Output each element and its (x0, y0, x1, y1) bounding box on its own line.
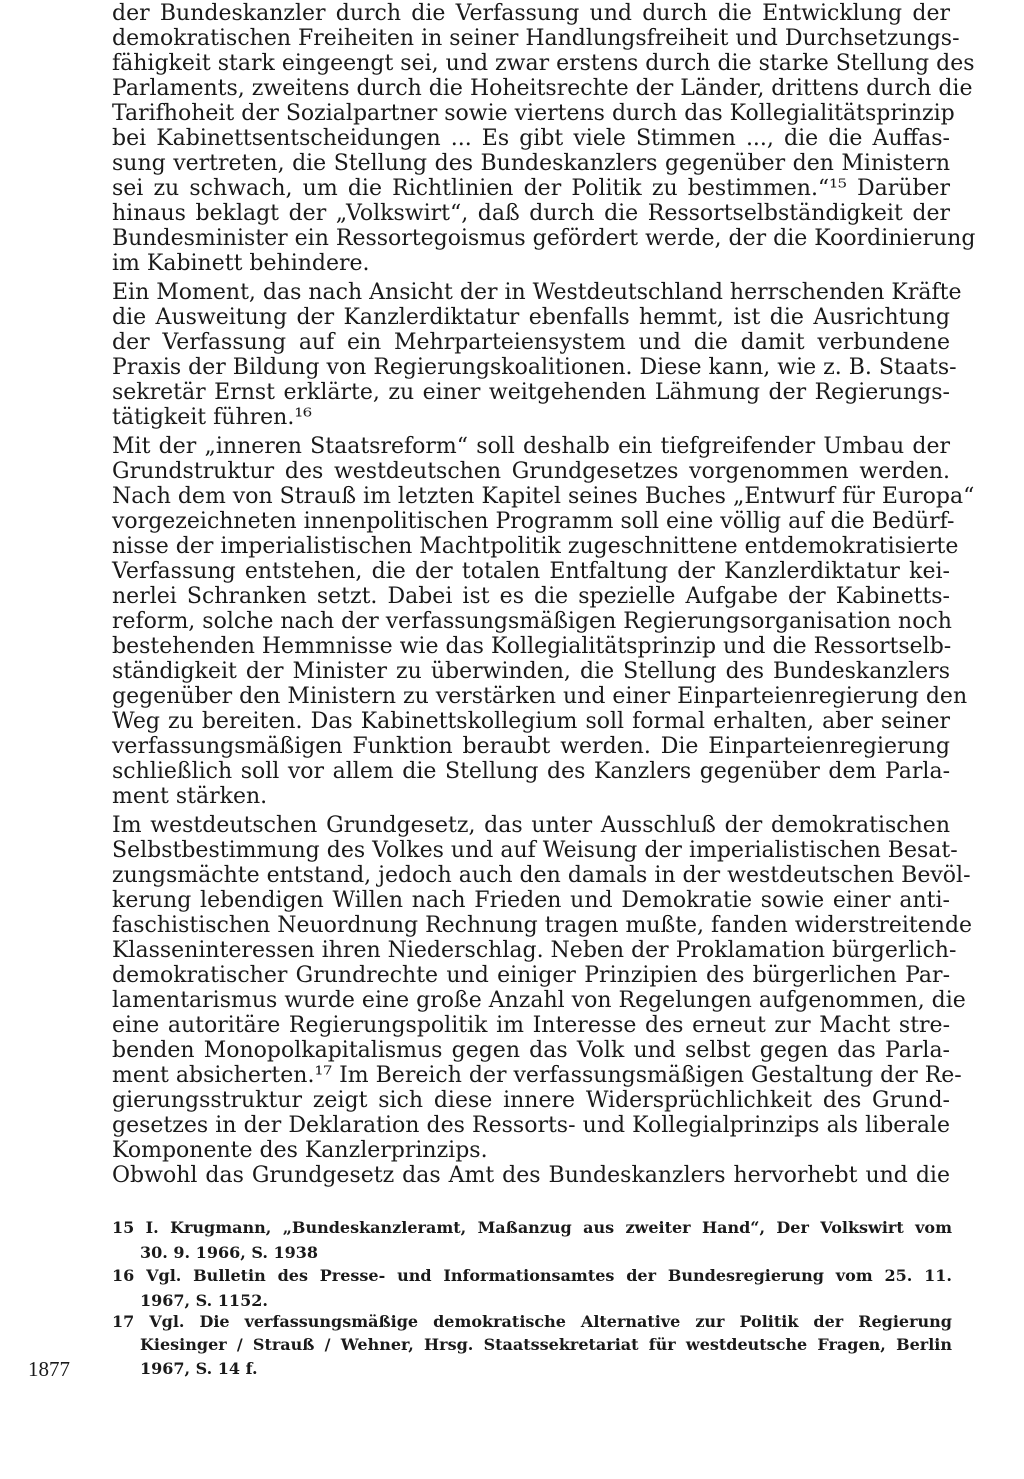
body-line: lamentarismus wurde eine große Anzahl von Regelungen aufgenommen, die (112, 988, 966, 1013)
footnote-16-cont: 1967, S. 1152. (140, 1291, 268, 1310)
body-line: demokratischer Grundrechte und einiger Prinzipien des bürgerlichen Par- (112, 963, 950, 988)
footnote-15: 15 I. Krugmann, „Bundeskanzleramt, Maßanzug aus zweiter Hand“, Der Volkswirt vom (112, 1218, 952, 1237)
body-line: der Verfassung auf ein Mehrparteiensystem und die damit verbundene (112, 330, 950, 355)
footnote-17-cont: Kiesinger / Strauß / Wehner, Hrsg. Staatssekretariat für westdeutsche Fragen, Berlin (140, 1335, 952, 1354)
body-line: sei zu schwach, um die Richtlinien der Politik zu bestimmen.“¹⁵ Darüber (112, 176, 950, 201)
footnote-15-cont: 30. 9. 1966, S. 1938 (140, 1243, 319, 1262)
body-line: Komponente des Kanzlerprinzips. (112, 1138, 488, 1163)
body-line: im Kabinett behindere. (112, 251, 370, 276)
body-line: die Ausweitung der Kanzlerdiktatur ebenfalls hemmt, ist die Ausrichtung (112, 305, 950, 330)
body-line: verfassungsmäßigen Funktion beraubt werden. Die Einparteienregierung (112, 734, 950, 759)
body-line: Klasseninteressen ihren Niederschlag. Neben der Proklamation bürgerlich- (112, 938, 957, 963)
body-line: Tarifhoheit der Sozialpartner sowie viertens durch das Kollegialitätsprinzip (112, 101, 955, 126)
body-line: Im westdeutschen Grundgesetz, das unter Ausschluß der demokratischen (112, 813, 950, 838)
body-line: Nach dem von Strauß im letzten Kapitel seines Buches „Entwurf für Europa“ (112, 484, 975, 509)
body-line: gierungsstruktur zeigt sich diese innere Widersprüchlichkeit des Grund- (112, 1088, 950, 1113)
body-line: gesetzes in der Deklaration des Ressorts- und Kollegialprinzips als liberale (112, 1113, 950, 1138)
body-line: Verfassung entstehen, die der totalen Entfaltung der Kanzlerdiktatur kei- (112, 559, 950, 584)
body-line: ment absicherten.¹⁷ Im Bereich der verfassungsmäßigen Gestaltung der Re- (112, 1063, 962, 1088)
body-line: eine autoritäre Regierungspolitik im Interesse des erneut zur Macht stre- (112, 1013, 950, 1038)
body-line: reform, solche nach der verfassungsmäßigen Regierungsorganisation noch (112, 609, 952, 634)
body-line: Praxis der Bildung von Regierungskoalitionen. Diese kann, wie z. B. Staats- (112, 355, 957, 380)
footnote-17-cont: 1967, S. 14 f. (140, 1359, 258, 1378)
body-line: Parlaments, zweitens durch die Hoheitsrechte der Länder, drittens durch die (112, 76, 973, 101)
body-line: demokratischen Freiheiten in seiner Handlungsfreiheit und Durchsetzungs- (112, 26, 960, 51)
body-line: gegenüber den Ministern zu verstärken und einer Einparteienregierung den (112, 684, 968, 709)
body-line: nisse der imperialistischen Machtpolitik zugeschnittene entdemokratisierte (112, 534, 959, 559)
body-line: Obwohl das Grundgesetz das Amt des Bundeskanzlers hervorhebt und die (112, 1163, 950, 1188)
body-line: tätigkeit führen.¹⁶ (112, 405, 312, 430)
body-line: kerung lebendigen Willen nach Frieden und Demokratie sowie einer anti- (112, 888, 950, 913)
body-line: der Bundeskanzler durch die Verfassung und durch die Entwicklung der (112, 1, 950, 26)
body-line: faschistischen Neuordnung Rechnung tragen mußte, fanden widerstreitende (112, 913, 973, 938)
body-line: hinaus beklagt der „Volkswirt“, daß durch die Ressortselbständigkeit der (112, 201, 950, 226)
body-line: Grundstruktur des westdeutschen Grundgesetzes vorgenommen werden. (112, 459, 950, 484)
body-line: fähigkeit stark eingeengt sei, und zwar erstens durch die starke Stellung des (112, 51, 975, 76)
body-line: Weg zu bereiten. Das Kabinettskollegium soll formal erhalten, aber seiner (112, 709, 950, 734)
body-line: Mit der „inneren Staatsreform“ soll deshalb ein tiefgreifender Umbau der (112, 434, 950, 459)
page-number: 1877 (28, 1357, 70, 1381)
body-line: sung vertreten, die Stellung des Bundeskanzlers gegenüber den Ministern (112, 151, 950, 176)
footnote-16: 16 Vgl. Bulletin des Presse- und Informationsamtes der Bundesregierung vom 25. 11. (112, 1266, 952, 1285)
body-line: Selbstbestimmung des Volkes und auf Weisung der imperialistischen Besat- (112, 838, 958, 863)
body-line: zungsmächte entstand, jedoch auch den damals in der westdeutschen Bevöl- (112, 863, 971, 888)
body-line: bei Kabinettsentscheidungen ... Es gibt viele Stimmen ..., die die Auffas- (112, 126, 950, 151)
body-line: ständigkeit der Minister zu überwinden, die Stellung des Bundeskanzlers (112, 659, 950, 684)
body-line: sekretär Ernst erklärte, zu einer weitgehenden Lähmung der Regierungs- (112, 380, 950, 405)
body-line: ment stärken. (112, 784, 268, 809)
body-line: vorgezeichneten innenpolitischen Programm soll eine völlig auf die Bedürf- (112, 509, 955, 534)
body-line: Bundesminister ein Ressortegoismus gefördert werde, der die Koordinierung (112, 226, 976, 251)
body-line: benden Monopolkapitalismus gegen das Volk und selbst gegen das Parla- (112, 1038, 950, 1063)
body-line: Ein Moment, das nach Ansicht der in Westdeutschland herrschenden Kräfte (112, 280, 962, 305)
body-line: nerlei Schranken setzt. Dabei ist es die spezielle Aufgabe der Kabinetts- (112, 584, 950, 609)
body-line: schließlich soll vor allem die Stellung des Kanzlers gegenüber dem Parla- (112, 759, 950, 784)
body-line: bestehenden Hemmnisse wie das Kollegialitätsprinzip und die Ressortselb- (112, 634, 952, 659)
footnote-17: 17 Vgl. Die verfassungsmäßige demokratische Alternative zur Politik der Regierung (112, 1312, 952, 1331)
